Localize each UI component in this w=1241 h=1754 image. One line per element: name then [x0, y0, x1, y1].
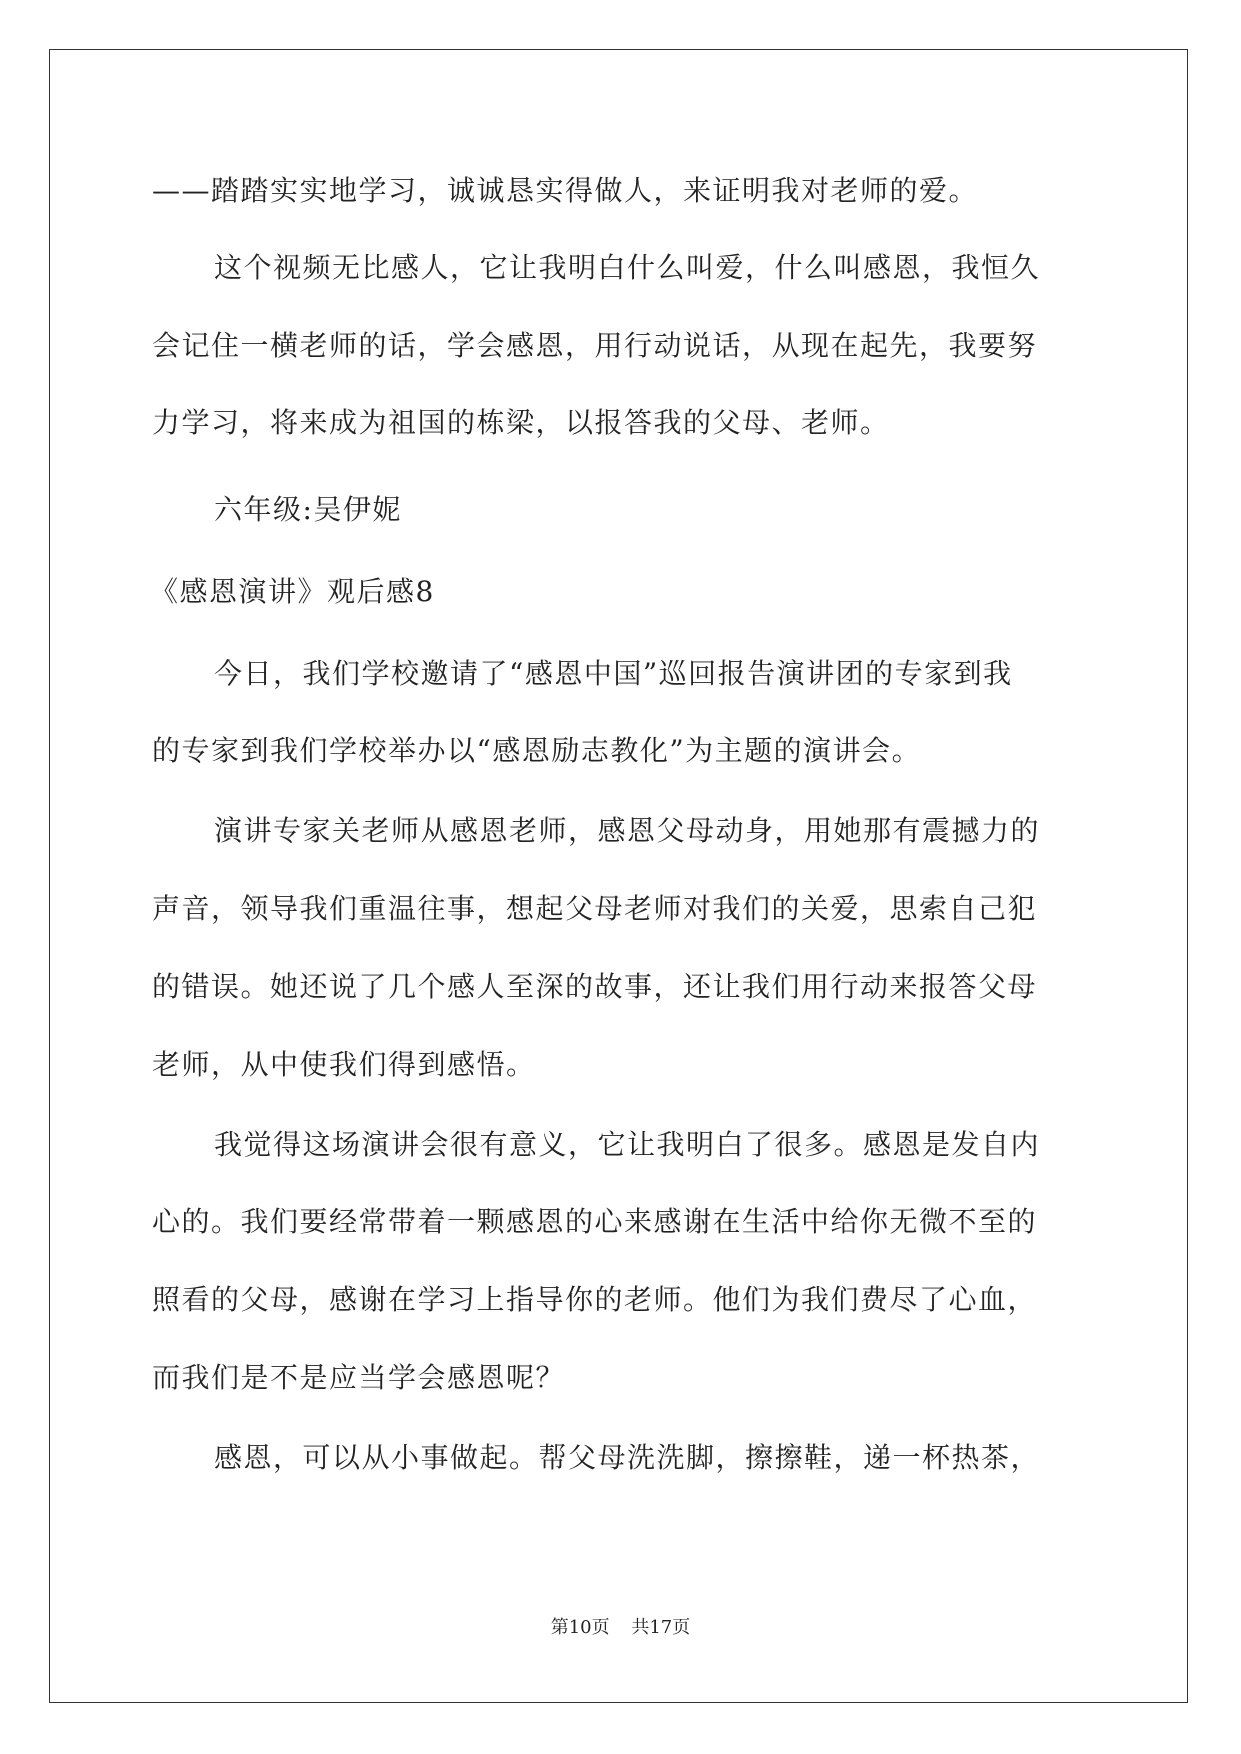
- page-footer: [0, 1616, 1241, 1640]
- text-line: 照看的父母，感谢在学习上指导你的老师。他们为我们费尽了心血，: [152, 1283, 1038, 1316]
- text-line: 力学习，将来成为祖国的栋梁，以报答我的父母、老师。: [152, 406, 890, 439]
- page-total: 共17页: [631, 1617, 691, 1638]
- text-line: ——踏踏实实地学习，诚诚恳实得做人，来证明我对老师的爱。: [152, 174, 979, 207]
- text-line: 而我们是不是应当学会感恩呢？: [152, 1361, 566, 1394]
- section-heading: 《感恩演讲》观后感8: [150, 575, 435, 608]
- text-line: 我觉得这场演讲会很有意义，它让我明白了很多。感恩是发自内: [214, 1128, 1041, 1161]
- text-line: 的错误。她还说了几个感人至深的故事，还让我们用行动来报答父母: [152, 970, 1038, 1003]
- signature-line: 六年级:吴伊妮: [214, 493, 402, 526]
- text-line: 声音，领导我们重温往事，想起父母老师对我们的关爱，思索自己犯: [152, 892, 1038, 925]
- text-line: 的专家到我们学校举办以“感恩励志教化”为主题的演讲会。: [152, 734, 922, 767]
- page-number: 第10页: [550, 1617, 610, 1638]
- text-line: 演讲专家关老师从感恩老师，感恩父母动身，用她那有震撼力的: [214, 814, 1041, 847]
- text-line: 会记住一横老师的话，学会感恩，用行动说话，从现在起先，我要努: [152, 329, 1038, 362]
- text-line: 今日，我们学校邀请了“感恩中国”巡回报告演讲团的专家到我: [214, 657, 1013, 690]
- text-line: 老师，从中使我们得到感悟。: [152, 1048, 536, 1081]
- text-line: 心的。我们要经常带着一颗感恩的心来感谢在生活中给你无微不至的: [152, 1205, 1038, 1238]
- text-line: 感恩，可以从小事做起。帮父母洗洗脚，擦擦鞋，递一杯热茶，: [214, 1441, 1041, 1474]
- text-line: 这个视频无比感人，它让我明白什么叫爱，什么叫感恩，我恒久: [214, 251, 1041, 284]
